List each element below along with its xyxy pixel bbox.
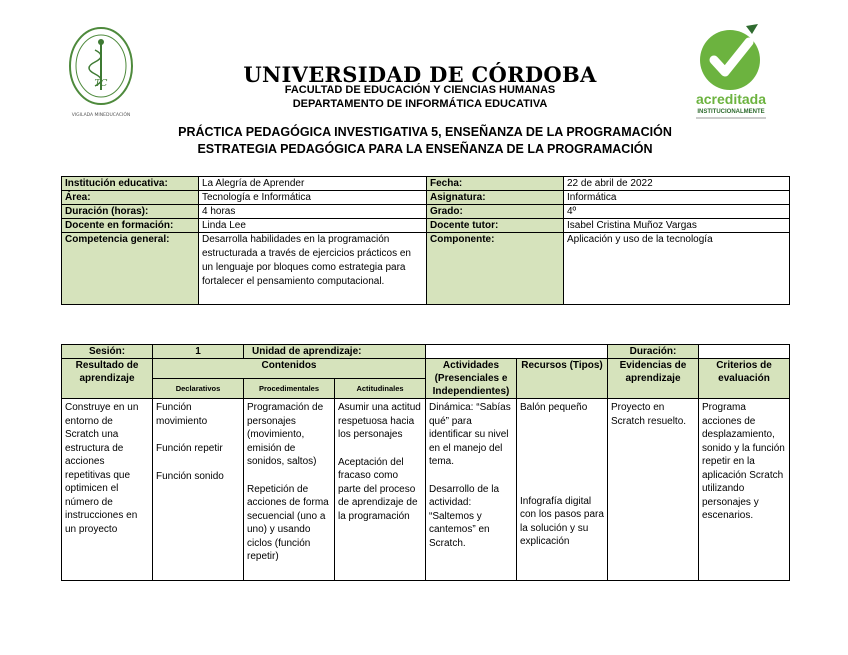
- duracion-value: 4 horas: [199, 205, 427, 219]
- recurso-item: Infografía digital con los pasos para la solución y su explicación: [520, 495, 604, 547]
- competencia-value: Desarrolla habilidades en la programación estructurada a través de ejercicios prácticos en un lenguaje por bloques como estrategia para fortalecer el pensamiento computacional.: [199, 233, 427, 305]
- fecha-label: Fecha:: [427, 177, 564, 191]
- componente-label: Componente:: [427, 233, 564, 305]
- asignatura-value: Informática: [564, 191, 790, 205]
- duracion-value: [699, 345, 790, 359]
- actitudinales-header: Actitudinales: [335, 379, 426, 399]
- resultado-header: Resultado de aprendizaje: [62, 359, 153, 399]
- recurso-item: Balón pequeño: [520, 402, 588, 413]
- area-value: Tecnología e Informática: [199, 191, 427, 205]
- department-name: DEPARTAMENTO DE INFORMÁTICA EDUCATIVA: [292, 98, 548, 110]
- document-title: PRÁCTICA PEDAGÓGICA INVESTIGATIVA 5, ENSEÑANZA DE LA PROGRAMACIÓN: [178, 125, 672, 139]
- sesion-label: Sesión:: [62, 345, 153, 359]
- actividades-header: Actividades (Presenciales e Independientes): [426, 359, 517, 399]
- actitudinales-cell: [335, 399, 426, 581]
- table-row: [62, 219, 790, 233]
- tutor-label: Docente tutor:: [427, 219, 564, 233]
- svg-text:INSTITUCIONALMENTE: INSTITUCIONALMENTE: [697, 109, 765, 115]
- asignatura-label: Asignatura:: [427, 191, 564, 205]
- fecha-value: 22 de abril de 2022: [564, 177, 790, 191]
- recursos-cell: [517, 399, 608, 581]
- procedimentales-header: Procedimentales: [244, 379, 335, 399]
- actividad-item: Desarrollo de la actividad: “Saltemos y cantemos” en Scratch.: [429, 483, 500, 549]
- institucion-label: Institución educativa:: [62, 177, 199, 191]
- evidencias-header: Evidencias de aprendizaje: [608, 359, 699, 399]
- componente-value: Aplicación y uso de la tecnología: [564, 233, 790, 305]
- table-row: [62, 233, 790, 305]
- table-row: [62, 177, 790, 191]
- unidad-value: [426, 345, 608, 359]
- recursos-header: Recursos (Tipos): [517, 359, 608, 399]
- declarativos-header: Declarativos: [153, 379, 244, 399]
- grado-value: 4º: [564, 205, 790, 219]
- table-row: [62, 399, 790, 581]
- grado-label: Grado:: [427, 205, 564, 219]
- competencia-label: Competencia general:: [62, 233, 199, 305]
- declarativo-item: Función repetir: [156, 443, 223, 454]
- table-row: [62, 205, 790, 219]
- docente-value: Linda Lee: [199, 219, 427, 233]
- svg-text:TC: TC: [94, 79, 108, 89]
- faculty-name: FACULTAD DE EDUCACIÓN Y CIENCIAS HUMANAS: [284, 84, 556, 96]
- declarativo-item: Función sonido: [156, 470, 224, 482]
- institucion-value: La Alegría de Aprender: [199, 177, 427, 191]
- university-seal-logo: [66, 24, 136, 120]
- declarativos-cell: [153, 399, 244, 581]
- svg-text:VIGILADA MINEDUCACIÓN: VIGILADA MINEDUCACIÓN: [71, 113, 131, 118]
- accreditation-logo: [688, 22, 774, 122]
- university-name: UNIVERSIDAD DE CÓRDOBA: [243, 62, 597, 87]
- general-info-table: [61, 176, 790, 305]
- duracion-label: Duración:: [608, 345, 699, 359]
- declarativo-item: Función movimiento: [156, 402, 208, 427]
- resultado-cell: Construye en un entorno de Scratch una estructura de acciones repetitivas que optimicen el número de instrucciones en un proyecto: [62, 399, 153, 581]
- unidad-label: Unidad de aprendizaje:: [244, 345, 426, 359]
- tutor-value: Isabel Cristina Muñoz Vargas: [564, 219, 790, 233]
- session-plan-table: [61, 344, 790, 581]
- sesion-value: 1: [153, 345, 244, 359]
- actitudinal-item: Asumir una actitud respetuosa hacia los personajes: [338, 402, 421, 440]
- actividades-cell: [426, 399, 517, 581]
- table-row: [62, 191, 790, 205]
- criterios-header: Criterios de evaluación: [699, 359, 790, 399]
- svg-text:acreditada: acreditada: [695, 91, 767, 107]
- area-label: Área:: [62, 191, 199, 205]
- procedimental-item: Repetición de acciones de forma secuencial (uno a uno) y usando ciclos (función repetir): [247, 483, 329, 562]
- actividad-item: Dinámica: “Sabías qué” para identificar su nivel en el manejo del tema.: [429, 402, 511, 467]
- duracion-label: Duración (horas):: [62, 205, 199, 219]
- docente-label: Docente en formación:: [62, 219, 199, 233]
- procedimentales-cell: [244, 399, 335, 581]
- table-row: [62, 345, 790, 359]
- evidencias-cell: Proyecto en Scratch resuelto.: [608, 399, 699, 581]
- criterios-cell: Programa acciones de desplazamiento, sonido y la función repetir en la aplicación Scratch utilizando personajes y escenarios.: [699, 399, 790, 581]
- procedimental-item: Programación de personajes (movimiento, emisión de sonidos, saltos): [247, 402, 324, 467]
- table-row: [62, 359, 790, 379]
- contenidos-header: Contenidos: [153, 359, 426, 379]
- actitudinal-item: Aceptación del fracaso como parte del proceso de aprendizaje de la programación: [338, 456, 418, 522]
- document-subtitle: ESTRATEGIA PEDAGÓGICA PARA LA ENSEÑANZA DE LA PROGRAMACIÓN: [197, 142, 653, 156]
